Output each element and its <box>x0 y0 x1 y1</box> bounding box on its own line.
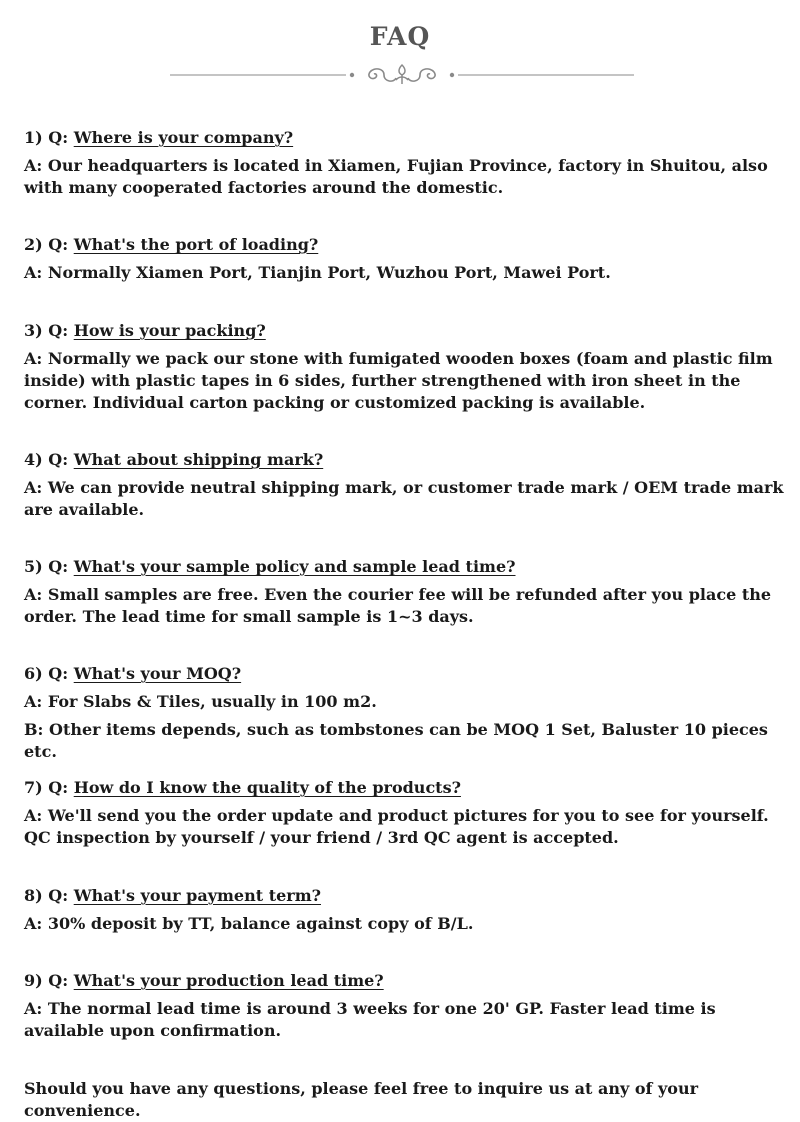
ornamental-divider-icon <box>170 62 634 88</box>
faq-question: 1) Q: Where is your company? <box>24 128 294 147</box>
faq-question: 9) Q: What's your production lead time? <box>24 971 384 990</box>
faq-question: 6) Q: What's your MOQ? <box>24 664 242 683</box>
faq-question: 4) Q: What about shipping mark? <box>24 450 324 469</box>
faq-question: 5) Q: What's your sample policy and sample lead time? <box>24 557 516 576</box>
faq-question-text: What's the port of loading? <box>73 235 319 254</box>
faq-question-text: What's your production lead time? <box>73 971 384 990</box>
faq-answer: A: Our headquarters is located in Xiamen, Fujian Province, factory in Shuitou, also with many cooperated factories around the domestic. <box>24 156 768 197</box>
faq-answer: B: Other items depends, such as tombstones can be MOQ 1 Set, Baluster 10 pieces etc. <box>24 720 768 761</box>
page-title: FAQ <box>369 22 431 51</box>
faq-item-7 <box>24 777 784 849</box>
faq-item-4 <box>24 449 784 521</box>
faq-question-text: How do I know the quality of the products? <box>73 778 461 797</box>
faq-item-3 <box>24 320 784 414</box>
faq-question-text: What's your payment term? <box>73 886 321 905</box>
faq-answer: A: Small samples are free. Even the courier fee will be refunded after you place the order. The lead time for small sample is 1~3 days. <box>24 585 772 626</box>
faq-question-text: What about shipping mark? <box>73 450 324 469</box>
faq-item-2 <box>24 234 784 284</box>
faq-item-9 <box>24 970 784 1042</box>
faq-question-text: How is your packing? <box>73 321 266 340</box>
faq-answer: A: The normal lead time is around 3 weeks for one 20' GP. Faster lead time is available upon confirmation. <box>24 999 716 1040</box>
faq-answer: A: We can provide neutral shipping mark, or customer trade mark / OEM trade mark are available. <box>24 478 784 519</box>
faq-answer: A: For Slabs & Tiles, usually in 100 m2. <box>24 692 377 711</box>
faq-answer: A: We'll send you the order update and product pictures for you to see for yourself. QC inspection by yourself / your friend / 3rd QC agent is accepted. <box>24 806 769 847</box>
faq-question-text: What's your sample policy and sample lead time? <box>73 557 516 576</box>
faq-item-5 <box>24 556 784 628</box>
faq-question-text: What's your MOQ? <box>73 664 242 683</box>
faq-item-8 <box>24 885 784 935</box>
faq-answer: A: Normally Xiamen Port, Tianjin Port, Wuzhou Port, Mawei Port. <box>24 263 611 282</box>
faq-answer: A: 30% deposit by TT, balance against copy of B/L. <box>24 914 474 933</box>
faq-question-text: Where is your company? <box>73 128 294 147</box>
faq-question: 3) Q: How is your packing? <box>24 321 266 340</box>
faq-question: 8) Q: What's your payment term? <box>24 886 321 905</box>
faq-question: 7) Q: How do I know the quality of the products? <box>24 778 461 797</box>
faq-item-1 <box>24 127 784 199</box>
faq-answer: A: Normally we pack our stone with fumigated wooden boxes (foam and plastic film inside) with plastic tapes in 6 sides, further strengthened with iron sheet in the corner. Individual carton packing or customized packing is available. <box>24 349 773 412</box>
closing-note: Should you have any questions, please feel free to inquire us at any of your convenience. <box>24 1079 699 1120</box>
faq-question: 2) Q: What's the port of loading? <box>24 235 319 254</box>
faq-item-6 <box>24 663 784 763</box>
